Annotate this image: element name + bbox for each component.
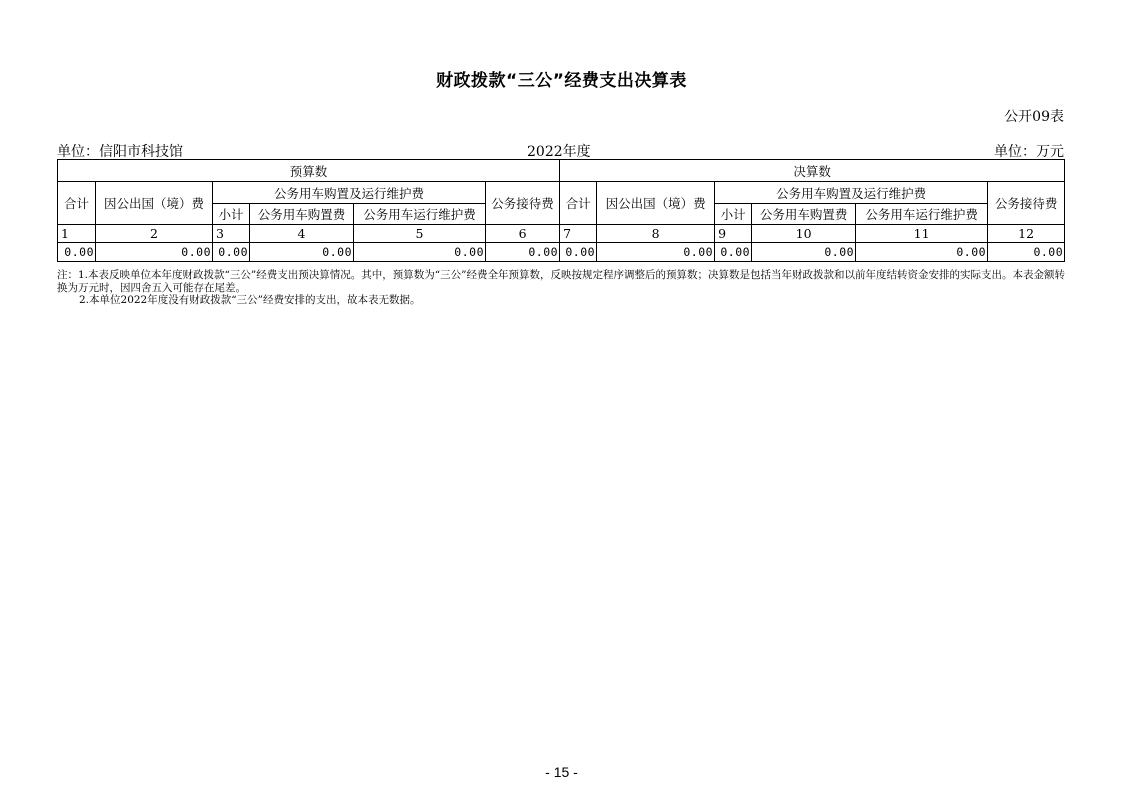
header-final-subtotal: 小计 (715, 204, 752, 225)
index-cell: 9 (715, 225, 752, 243)
header-final-vehicle: 公务用车购置及运行维护费 (715, 182, 988, 204)
index-cell: 12 (988, 225, 1065, 243)
index-cell: 3 (213, 225, 250, 243)
value-cell: 0.00 (597, 243, 715, 262)
value-cell: 0.00 (486, 243, 560, 262)
header-budget-vehicle-purchase: 公务用车购置费 (250, 204, 354, 225)
header-budget-abroad: 因公出国（境）费 (96, 182, 213, 225)
value-row (58, 243, 1065, 262)
index-cell: 4 (250, 225, 354, 243)
header-budget-reception: 公务接待费 (486, 182, 560, 225)
value-cell: 0.00 (715, 243, 752, 262)
header-final-abroad: 因公出国（境）费 (597, 182, 715, 225)
value-cell: 0.00 (250, 243, 354, 262)
meta-row (57, 141, 1064, 159)
index-cell: 5 (354, 225, 486, 243)
index-cell: 8 (597, 225, 715, 243)
table-code: 公开09表 (1004, 109, 1064, 125)
note-2: 2.本单位2022年度没有财政拨款“三公”经费安排的支出，故本表无数据。 (79, 294, 421, 306)
header-budget-total: 合计 (58, 182, 96, 225)
unit-name: 单位：信阳市科技馆 (57, 144, 183, 160)
value-cell: 0.00 (213, 243, 250, 262)
note-1: 注：1.本表反映单位本年度财政拨款“三公”经费支出预决算情况。其中，预算数为“三公”经费全年预算数，反映按规定程序调整后的预算数；决算数是包括当年财政拨款和以前年度结转资金安排的实际支出。本表金额转换为万元时，因四舍五入可能存在尾差。 (57, 269, 1065, 294)
header-budget-vehicle-maint: 公务用车运行维护费 (354, 204, 486, 225)
index-cell: 10 (752, 225, 856, 243)
header-final-total: 合计 (560, 182, 597, 225)
header-budget: 预算数 (58, 160, 560, 182)
header-budget-vehicle: 公务用车购置及运行维护费 (213, 182, 486, 204)
value-cell: 0.00 (856, 243, 988, 262)
value-cell: 0.00 (988, 243, 1065, 262)
index-cell: 1 (58, 225, 96, 243)
header-final-reception: 公务接待费 (988, 182, 1065, 225)
document-title: 财政拨款“三公”经费支出决算表 (436, 71, 687, 91)
index-cell: 2 (96, 225, 213, 243)
page-number: - 15 - (545, 764, 578, 780)
table-notes (57, 269, 1067, 307)
value-cell: 0.00 (752, 243, 856, 262)
currency-unit: 单位：万元 (994, 144, 1064, 160)
value-cell: 0.00 (58, 243, 96, 262)
value-cell: 0.00 (354, 243, 486, 262)
header-final: 决算数 (560, 160, 1065, 182)
fiscal-year: 2022年度 (527, 144, 591, 160)
index-row (58, 225, 1065, 243)
header-final-vehicle-purchase: 公务用车购置费 (752, 204, 856, 225)
header-budget-subtotal: 小计 (213, 204, 250, 225)
three-public-expenses-table (57, 159, 1065, 262)
header-final-vehicle-maint: 公务用车运行维护费 (856, 204, 988, 225)
value-cell: 0.00 (96, 243, 213, 262)
index-cell: 7 (560, 225, 597, 243)
value-cell: 0.00 (560, 243, 597, 262)
index-cell: 6 (486, 225, 560, 243)
index-cell: 11 (856, 225, 988, 243)
